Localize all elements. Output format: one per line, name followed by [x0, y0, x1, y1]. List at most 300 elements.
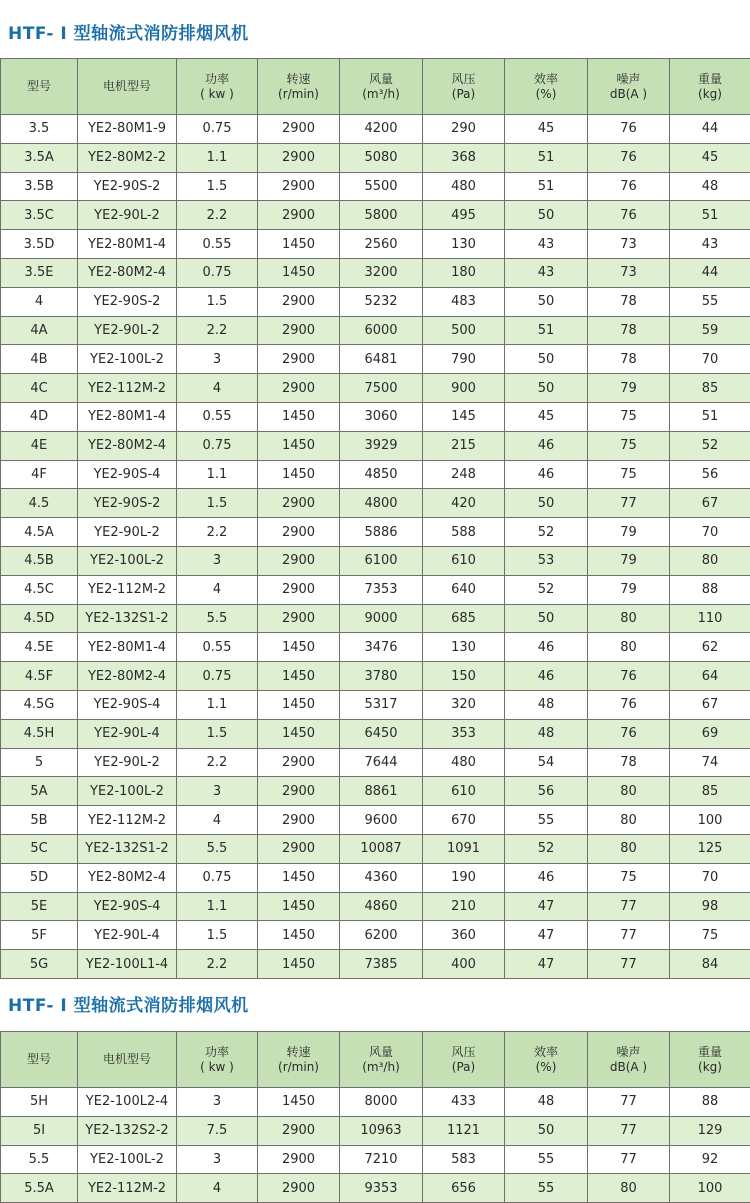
table-cell: 78: [588, 316, 670, 345]
table-cell: 130: [423, 633, 505, 662]
table-cell: 10087: [340, 834, 423, 863]
table-row: [1, 834, 750, 863]
table-cell: 78: [588, 287, 670, 316]
table-row: [1, 921, 750, 950]
table-cell: 610: [423, 777, 505, 806]
table-cell: 2.2: [177, 748, 258, 777]
table-cell: 78: [588, 345, 670, 374]
table-cell: 8861: [340, 777, 423, 806]
table-row: [1, 863, 750, 892]
table-cell: 3: [177, 345, 258, 374]
table-cell: 4.5B: [1, 546, 78, 575]
table-cell: YE2-112M-2: [78, 374, 177, 403]
table-cell: 55: [505, 1145, 588, 1174]
table-cell: 4.5F: [1, 662, 78, 691]
column-header: [423, 59, 505, 115]
table-row: [1, 115, 750, 144]
table-cell: 130: [423, 230, 505, 259]
table-cell: 7644: [340, 748, 423, 777]
table-cell: 1091: [423, 834, 505, 863]
table-cell: 43: [505, 230, 588, 259]
table-cell: 3: [177, 1088, 258, 1117]
table-cell: 1450: [258, 402, 340, 431]
table-cell: 3.5D: [1, 230, 78, 259]
table-cell: 9600: [340, 806, 423, 835]
table-cell: 6100: [340, 546, 423, 575]
table-cell: 3060: [340, 402, 423, 431]
table-row: [1, 892, 750, 921]
table-cell: 76: [588, 201, 670, 230]
table-cell: 1.1: [177, 690, 258, 719]
column-header-text: 功率: [177, 1045, 257, 1060]
table-row: [1, 575, 750, 604]
table-cell: 75: [588, 863, 670, 892]
table-cell: 4.5D: [1, 604, 78, 633]
table-cell: 52: [505, 518, 588, 547]
table-cell: 76: [588, 115, 670, 144]
column-header-text: 转速: [258, 1045, 339, 1060]
table-cell: 5E: [1, 892, 78, 921]
table-cell: 67: [670, 690, 750, 719]
table-cell: 1450: [258, 719, 340, 748]
table-cell: 1450: [258, 690, 340, 719]
table-cell: 248: [423, 460, 505, 489]
table-cell: 80: [588, 604, 670, 633]
table-row: [1, 748, 750, 777]
table-row: [1, 1116, 750, 1145]
table-cell: 0.75: [177, 662, 258, 691]
table-cell: 1450: [258, 662, 340, 691]
table-cell: 1.1: [177, 143, 258, 172]
table-cell: 45: [505, 115, 588, 144]
table-cell: 56: [670, 460, 750, 489]
table-cell: 790: [423, 345, 505, 374]
table-cell: 3: [177, 1145, 258, 1174]
table-row: [1, 690, 750, 719]
table-row: [1, 287, 750, 316]
column-header-text: 功率: [177, 72, 257, 87]
table-cell: 1450: [258, 258, 340, 287]
table-cell: 1450: [258, 230, 340, 259]
table-cell: YE2-90L-2: [78, 518, 177, 547]
table-cell: 1450: [258, 633, 340, 662]
column-header-text: 重量: [670, 72, 750, 87]
column-header-text: 转速: [258, 72, 339, 87]
table-cell: 44: [670, 258, 750, 287]
table-cell: 2900: [258, 489, 340, 518]
table-row: [1, 662, 750, 691]
table-cell: 2900: [258, 287, 340, 316]
column-header-text: dB(A ): [588, 87, 669, 102]
column-header-text: (r/min): [258, 87, 339, 102]
column-header: [423, 1032, 505, 1088]
table-cell: 4: [177, 575, 258, 604]
table-cell: 588: [423, 518, 505, 547]
column-header-text: (m³/h): [340, 87, 422, 102]
column-header-text: dB(A ): [588, 1060, 669, 1075]
table-cell: 51: [505, 316, 588, 345]
table-cell: 290: [423, 115, 505, 144]
table-cell: 1450: [258, 431, 340, 460]
table-cell: 1121: [423, 1116, 505, 1145]
table-cell: 0.75: [177, 863, 258, 892]
column-header-text: 风量: [340, 1045, 422, 1060]
column-header-text: (%): [505, 87, 587, 102]
table-cell: 52: [505, 834, 588, 863]
column-header: [340, 59, 423, 115]
table-cell: 1.1: [177, 460, 258, 489]
table-cell: YE2-80M2-4: [78, 431, 177, 460]
table-cell: 4360: [340, 863, 423, 892]
table-cell: 2.2: [177, 316, 258, 345]
table-cell: YE2-100L1-4: [78, 950, 177, 979]
table-cell: 368: [423, 143, 505, 172]
table-row: [1, 777, 750, 806]
column-header: [258, 59, 340, 115]
table-cell: 480: [423, 172, 505, 201]
table-cell: 9000: [340, 604, 423, 633]
table-cell: 88: [670, 1088, 750, 1117]
table-cell: YE2-112M-2: [78, 806, 177, 835]
table-cell: 353: [423, 719, 505, 748]
table-cell: 76: [588, 662, 670, 691]
table-cell: 500: [423, 316, 505, 345]
table-cell: 100: [670, 806, 750, 835]
table-cell: YE2-90L-2: [78, 748, 177, 777]
column-header-text: 效率: [505, 72, 587, 87]
table-cell: YE2-80M2-2: [78, 143, 177, 172]
table-cell: 6200: [340, 921, 423, 950]
table-cell: 53: [505, 546, 588, 575]
table-cell: 9353: [340, 1174, 423, 1203]
table-row: [1, 258, 750, 287]
table-cell: 4850: [340, 460, 423, 489]
table-cell: 10963: [340, 1116, 423, 1145]
column-header: [505, 59, 588, 115]
table-cell: YE2-90L-4: [78, 719, 177, 748]
table-cell: 84: [670, 950, 750, 979]
table-cell: 900: [423, 374, 505, 403]
table-cell: 1.5: [177, 921, 258, 950]
table-cell: 50: [505, 201, 588, 230]
table-cell: 0.75: [177, 431, 258, 460]
table-cell: 360: [423, 921, 505, 950]
table-cell: 56: [505, 777, 588, 806]
table-cell: YE2-132S1-2: [78, 834, 177, 863]
table-cell: 47: [505, 950, 588, 979]
table-cell: YE2-112M-2: [78, 575, 177, 604]
table-cell: 2900: [258, 143, 340, 172]
table-cell: 2900: [258, 115, 340, 144]
table-cell: 51: [670, 201, 750, 230]
table-cell: YE2-80M1-4: [78, 230, 177, 259]
column-header-text: 风压: [423, 72, 504, 87]
table-cell: 5G: [1, 950, 78, 979]
table-cell: 2900: [258, 604, 340, 633]
column-header: [505, 1032, 588, 1088]
table-cell: 5317: [340, 690, 423, 719]
table-cell: 7.5: [177, 1116, 258, 1145]
table-cell: 0.55: [177, 633, 258, 662]
table-cell: 4: [177, 374, 258, 403]
column-header: [1, 1032, 78, 1088]
table-row: [1, 402, 750, 431]
table-cell: 76: [588, 719, 670, 748]
column-header-text: 效率: [505, 1045, 587, 1060]
table-cell: 5A: [1, 777, 78, 806]
table-cell: 4.5H: [1, 719, 78, 748]
column-header-text: 风压: [423, 1045, 504, 1060]
table-cell: 210: [423, 892, 505, 921]
table-cell: 70: [670, 863, 750, 892]
table-cell: YE2-80M1-4: [78, 633, 177, 662]
table-cell: 5I: [1, 1116, 78, 1145]
table-cell: 67: [670, 489, 750, 518]
table-cell: 0.75: [177, 258, 258, 287]
table-cell: 3: [177, 777, 258, 806]
table-cell: 2900: [258, 1116, 340, 1145]
table-cell: 74: [670, 748, 750, 777]
table-cell: 480: [423, 748, 505, 777]
table-cell: 54: [505, 748, 588, 777]
table-cell: 46: [505, 863, 588, 892]
table-cell: 55: [505, 806, 588, 835]
table-cell: 3476: [340, 633, 423, 662]
table-cell: 190: [423, 863, 505, 892]
column-header: [177, 1032, 258, 1088]
table-row: [1, 230, 750, 259]
column-header: [670, 59, 750, 115]
table-cell: 47: [505, 892, 588, 921]
table-cell: 3.5C: [1, 201, 78, 230]
table-cell: 4: [177, 806, 258, 835]
table-cell: 1450: [258, 921, 340, 950]
table-cell: 420: [423, 489, 505, 518]
table-cell: 80: [670, 546, 750, 575]
table-cell: 2900: [258, 1174, 340, 1203]
table-row: [1, 489, 750, 518]
column-header: [588, 59, 670, 115]
table-cell: 0.55: [177, 230, 258, 259]
table-cell: 145: [423, 402, 505, 431]
table-cell: 50: [505, 1116, 588, 1145]
column-header-text: (%): [505, 1060, 587, 1075]
column-header-text: (m³/h): [340, 1060, 422, 1075]
table-cell: 2.2: [177, 518, 258, 547]
table-cell: 4A: [1, 316, 78, 345]
table-cell: 79: [588, 374, 670, 403]
table-row: [1, 172, 750, 201]
table-cell: 320: [423, 690, 505, 719]
table-cell: 129: [670, 1116, 750, 1145]
table-cell: 1.5: [177, 172, 258, 201]
table-cell: 80: [588, 1174, 670, 1203]
table-cell: 51: [670, 402, 750, 431]
table-cell: 5.5: [177, 604, 258, 633]
column-header-text: 噪声: [588, 72, 669, 87]
table-cell: 5B: [1, 806, 78, 835]
column-header-text: 电机型号: [78, 79, 176, 94]
table-cell: YE2-132S1-2: [78, 604, 177, 633]
table-row: [1, 950, 750, 979]
table-cell: YE2-80M1-4: [78, 402, 177, 431]
table-cell: 79: [588, 546, 670, 575]
table-cell: 92: [670, 1145, 750, 1174]
table-cell: 1450: [258, 1088, 340, 1117]
table-cell: 495: [423, 201, 505, 230]
column-header-text: (kg): [670, 87, 750, 102]
table-cell: 50: [505, 345, 588, 374]
table-cell: 0.75: [177, 115, 258, 144]
table-cell: 3.5B: [1, 172, 78, 201]
table-cell: 2900: [258, 518, 340, 547]
table-cell: 4F: [1, 460, 78, 489]
table-cell: 4: [1, 287, 78, 316]
table-cell: 46: [505, 633, 588, 662]
table-cell: 5080: [340, 143, 423, 172]
column-header-text: (r/min): [258, 1060, 339, 1075]
table-cell: 4E: [1, 431, 78, 460]
table-cell: 2900: [258, 1145, 340, 1174]
table-cell: 51: [505, 172, 588, 201]
table-cell: 79: [588, 518, 670, 547]
table-cell: 4800: [340, 489, 423, 518]
table-cell: 4B: [1, 345, 78, 374]
table-cell: 656: [423, 1174, 505, 1203]
column-header: [258, 1032, 340, 1088]
table-cell: 1450: [258, 863, 340, 892]
table-cell: 52: [505, 575, 588, 604]
table-cell: 1.5: [177, 489, 258, 518]
table-cell: 85: [670, 374, 750, 403]
table-cell: 4.5A: [1, 518, 78, 547]
table-cell: 76: [588, 143, 670, 172]
table-cell: 6481: [340, 345, 423, 374]
table-row: [1, 201, 750, 230]
table-cell: 77: [588, 1145, 670, 1174]
table-row: [1, 604, 750, 633]
table-cell: 75: [588, 402, 670, 431]
table-cell: 75: [588, 460, 670, 489]
table-row: [1, 806, 750, 835]
table-cell: 5.5A: [1, 1174, 78, 1203]
table-header-row: [1, 59, 750, 115]
table-cell: YE2-90S-2: [78, 287, 177, 316]
table-cell: 0.55: [177, 402, 258, 431]
table-cell: 77: [588, 489, 670, 518]
table-cell: 5F: [1, 921, 78, 950]
table-cell: YE2-90S-2: [78, 172, 177, 201]
table-cell: YE2-90S-4: [78, 690, 177, 719]
column-header: [670, 1032, 750, 1088]
table-cell: 73: [588, 230, 670, 259]
column-header: [1, 59, 78, 115]
table-cell: 110: [670, 604, 750, 633]
table-row: [1, 431, 750, 460]
column-header: [588, 1032, 670, 1088]
table-cell: YE2-80M1-9: [78, 115, 177, 144]
table-row: [1, 1174, 750, 1203]
table-cell: 3.5E: [1, 258, 78, 287]
table-cell: 2900: [258, 546, 340, 575]
table-cell: 1450: [258, 460, 340, 489]
table-cell: 5D: [1, 863, 78, 892]
table-cell: 51: [505, 143, 588, 172]
table-cell: YE2-90L-2: [78, 201, 177, 230]
column-header-text: 风量: [340, 72, 422, 87]
table-cell: 80: [588, 777, 670, 806]
table-cell: 1.5: [177, 287, 258, 316]
table-cell: 5.5: [177, 834, 258, 863]
table-cell: YE2-80M2-4: [78, 863, 177, 892]
table-cell: 76: [588, 172, 670, 201]
table-cell: 46: [505, 431, 588, 460]
table-header-row: [1, 1032, 750, 1088]
table-cell: 433: [423, 1088, 505, 1117]
table-cell: 150: [423, 662, 505, 691]
table-cell: 46: [505, 662, 588, 691]
table-row: [1, 518, 750, 547]
table-cell: 4860: [340, 892, 423, 921]
column-header: [78, 59, 177, 115]
table-cell: 62: [670, 633, 750, 662]
table-cell: 48: [505, 719, 588, 748]
column-header-text: 型号: [1, 79, 77, 94]
table2-title: HTF- I 型轴流式消防排烟风机: [8, 994, 249, 1018]
table-cell: 583: [423, 1145, 505, 1174]
table-cell: 77: [588, 1116, 670, 1145]
table-cell: 59: [670, 316, 750, 345]
table-cell: 7385: [340, 950, 423, 979]
table-cell: YE2-90L-4: [78, 921, 177, 950]
table-row: [1, 374, 750, 403]
table-cell: 64: [670, 662, 750, 691]
table-cell: 1450: [258, 950, 340, 979]
table-cell: 45: [505, 402, 588, 431]
table-cell: 6000: [340, 316, 423, 345]
table-row: [1, 719, 750, 748]
table-cell: 100: [670, 1174, 750, 1203]
table-cell: 2.2: [177, 201, 258, 230]
table-cell: 43: [505, 258, 588, 287]
table-row: [1, 143, 750, 172]
table-cell: 4: [177, 1174, 258, 1203]
table-cell: YE2-80M2-4: [78, 258, 177, 287]
table-cell: YE2-100L-2: [78, 1145, 177, 1174]
table-cell: 2900: [258, 806, 340, 835]
table-cell: 4C: [1, 374, 78, 403]
table-cell: 4D: [1, 402, 78, 431]
table-cell: 55: [670, 287, 750, 316]
table-cell: 400: [423, 950, 505, 979]
table-row: [1, 316, 750, 345]
table-cell: 76: [588, 690, 670, 719]
column-header-text: ( kw ): [177, 1060, 257, 1075]
table-cell: 2900: [258, 834, 340, 863]
table-row: [1, 546, 750, 575]
spec-table-1: [0, 58, 750, 979]
table-cell: 70: [670, 345, 750, 374]
table-cell: 2560: [340, 230, 423, 259]
table-cell: 43: [670, 230, 750, 259]
table-cell: 5C: [1, 834, 78, 863]
table-cell: 8000: [340, 1088, 423, 1117]
table-cell: 80: [588, 806, 670, 835]
table-cell: 85: [670, 777, 750, 806]
table-cell: YE2-100L-2: [78, 777, 177, 806]
column-header-text: (Pa): [423, 1060, 504, 1075]
table-cell: 1.5: [177, 719, 258, 748]
